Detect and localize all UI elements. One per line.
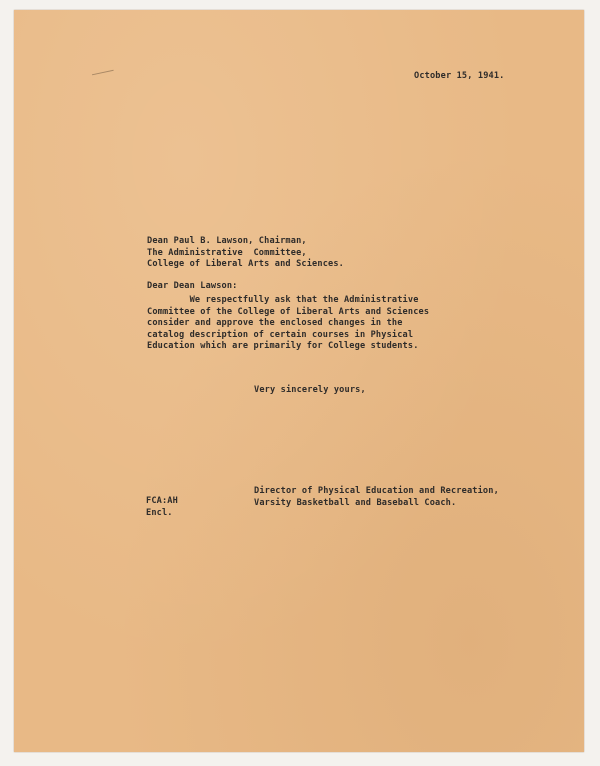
- signature-title-line: Varsity Basketball and Baseball Coach.: [254, 497, 457, 508]
- address-line: College of Liberal Arts and Sciences.: [147, 259, 344, 269]
- body-line: Committee of the College of Liberal Arts and Sciences: [147, 306, 430, 317]
- address-line: The Administrative Committee,: [147, 247, 307, 258]
- letter-page: [14, 10, 584, 752]
- signature-title-line: Director of Physical Education and Recreation,: [254, 486, 499, 496]
- letter-date: October 15, 1941.: [414, 71, 505, 81]
- address-line: Dean Paul B. Lawson, Chairman,: [147, 236, 307, 246]
- pencil-mark: [92, 70, 114, 78]
- reference-initials: FCA:AH: [146, 496, 178, 506]
- body-line: catalog description of certain courses in Physical: [147, 329, 414, 340]
- body-line: consider and approve the enclosed changes in the: [147, 318, 403, 328]
- enclosure-note: Encl.: [146, 508, 173, 518]
- body-line: Education which are primarily for College students.: [147, 341, 419, 351]
- salutation: Dear Dean Lawson:: [147, 281, 238, 291]
- body-line: We respectfully ask that the Administrative: [147, 295, 419, 305]
- closing: Very sincerely yours,: [254, 385, 366, 395]
